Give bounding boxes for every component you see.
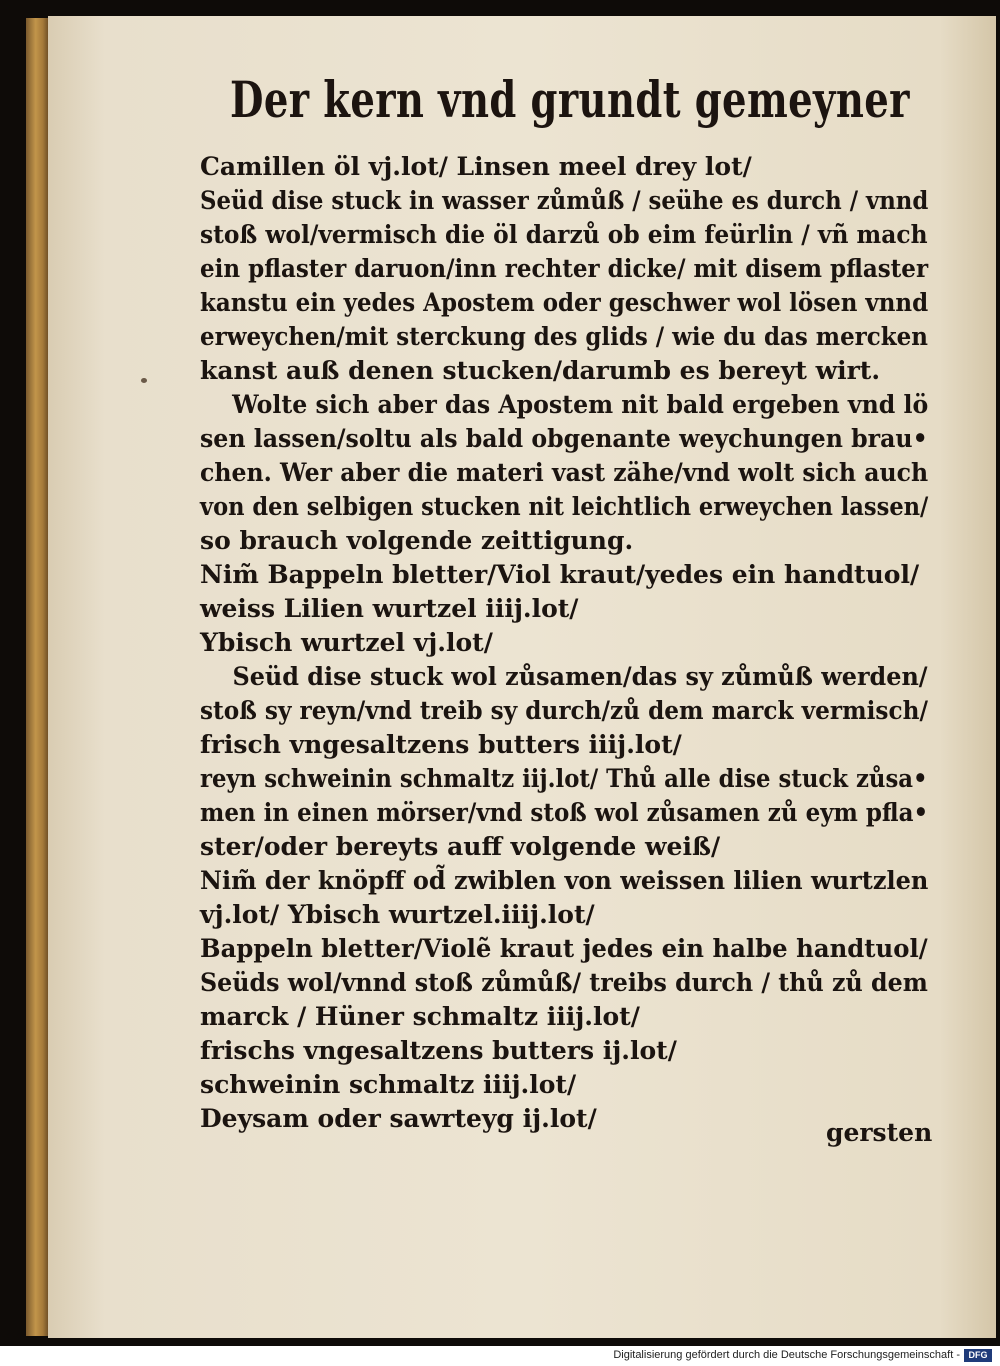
text-line: Seüd dise stuck wol zůsamen/das sy zůmůß werden/ [232, 662, 928, 691]
text-line: ster/oder bereyts auff volgende weiß/ [200, 832, 721, 861]
text-line: schweinin schmaltz iiij.lot/ [200, 1070, 577, 1099]
text-line: kanst auß denen stucken/darumb es bereyt wirt. [200, 356, 881, 385]
footer-credit: Digitalisierung gefördert durch die Deutsche Forschungsgemeinschaft - [613, 1349, 960, 1361]
text-line: vj.lot/ Ybisch wurtzel.iiij.lot/ [200, 900, 595, 929]
text-line: frischs vngesaltzens butters ij.lot/ [200, 1036, 677, 1065]
footer-bar [0, 1346, 1000, 1366]
text-line: weiss Lilien wurtzel iiij.lot/ [200, 594, 579, 623]
text-block [200, 150, 930, 1136]
text-line: men in einen mörser/vnd stoß wol zůsamen zů eym pfla• [200, 798, 929, 827]
text-line: erweychen/mit sterckung des glids / wie du das mercken [200, 322, 928, 351]
text-line: Wolte sich aber das Apostem nit bald ergeben vnd lö [232, 390, 929, 419]
text-line: von den selbigen stucken nit leichtlich erweychen lassen/ [200, 492, 929, 521]
text-line: marck / Hüner schmaltz iiij.lot/ [200, 1002, 640, 1031]
catchword: gersten [826, 1118, 933, 1147]
book-page-edge [26, 18, 50, 1336]
text-line: Camillen öl vj.lot/ Linsen meel drey lot/ [200, 152, 752, 181]
text-line: Deysam oder sawrteyg ij.lot/ [200, 1104, 597, 1133]
text-line: sen lassen/soltu als bald obgenante weychungen brau• [200, 424, 928, 453]
running-head: Der kern vnd grundt gemeyner [230, 70, 910, 129]
text-line: Seüds wol/vnnd stoß zůmůß/ treibs durch / thů zů dem [200, 968, 928, 997]
text-line: Seüd dise stuck in wasser zůmůß / seühe es durch / vnnd [200, 186, 929, 215]
text-line: ein pflaster daruon/inn rechter dicke/ mit disem pflaster [200, 254, 929, 283]
dfg-logo: DFG [964, 1349, 992, 1362]
text-line: reyn schweinin schmaltz iij.lot/ Thů alle dise stuck zůsa• [200, 764, 928, 793]
text-line: chen. Wer aber die materi vast zähe/vnd wolt sich auch [200, 458, 929, 487]
ink-spot [141, 378, 147, 383]
text-line: Nim̃ der knöpff od̃ zwiblen von weissen lilien wurtzlen [200, 866, 929, 895]
text-line: Ybisch wurtzel vj.lot/ [200, 628, 493, 657]
text-line: kanstu ein yedes Apostem oder geschwer wol lösen vnnd [200, 288, 929, 317]
text-line: frisch vngesaltzens butters iiij.lot/ [200, 730, 682, 759]
text-line: Nim̃ Bappeln bletter/Viol kraut/yedes ein handtuol/ [200, 560, 920, 589]
text-line: Bappeln bletter/Violẽ kraut jedes ein halbe handtuol/ [200, 934, 928, 963]
text-line: stoß wol/vermisch die öl darzů ob eim feürlin / vñ mach [200, 220, 928, 249]
text-line: stoß sy reyn/vnd treib sy durch/zů dem marck vermisch/ [200, 696, 928, 725]
text-line: so brauch volgende zeittigung. [200, 526, 634, 555]
